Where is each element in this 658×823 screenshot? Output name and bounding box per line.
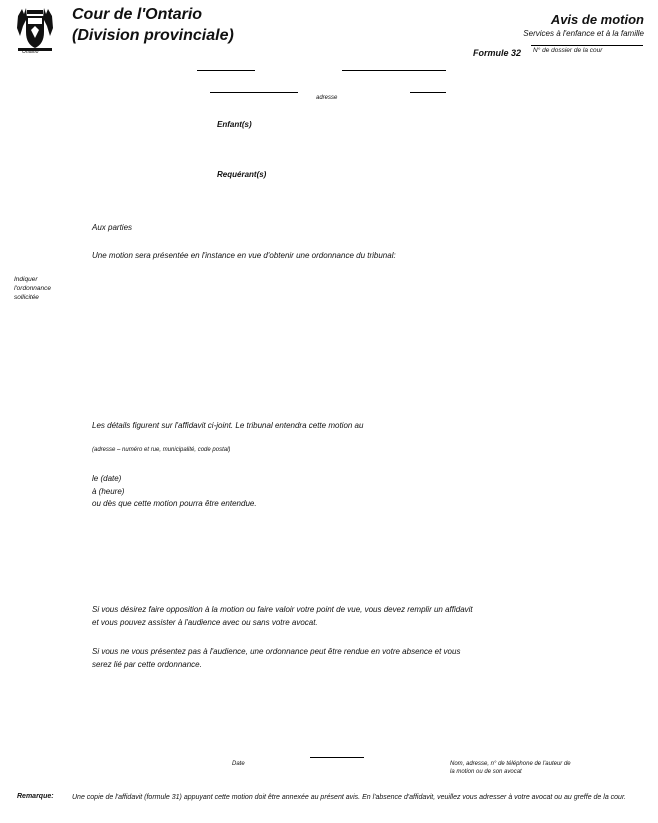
to-parties-text: Aux parties	[92, 223, 133, 232]
address-label: adresse	[316, 95, 338, 101]
absence-text-2: serez lié par cette ordonnance.	[92, 660, 202, 669]
details-text: Les détails figurent sur l'affidavit ci-joint. Le tribunal entendra cette motion au	[92, 421, 364, 430]
applicant-label: Requérant(s)	[217, 170, 267, 179]
date-label: Date	[232, 761, 245, 767]
author-label-2: la motion ou de son avocat	[450, 769, 522, 775]
remark-label: Remarque:	[17, 793, 54, 800]
party-line-1[interactable]	[197, 70, 255, 71]
form-number: Formule 32	[473, 48, 522, 58]
margin-note-order-sought: Indiquer l'ordonnance sollicitée	[14, 276, 52, 301]
child-label: Enfant(s)	[217, 120, 252, 129]
party-line-3[interactable]	[210, 92, 298, 93]
file-number-line	[531, 45, 643, 46]
date-signature-line[interactable]	[310, 757, 364, 758]
court-name-line1: Cour de l'Ontario	[72, 6, 203, 23]
file-number-label: N° de dossier de la cour	[533, 47, 603, 54]
party-line-4[interactable]	[410, 92, 446, 93]
form-subtitle: Services à l'enfance et à la famille	[523, 29, 644, 38]
absence-text-1: Si vous ne vous présentez pas à l'audience, une ordonnance peut être rendue en votre absence et vous	[92, 647, 461, 656]
motion-intro-text: Une motion sera présentée en l'instance en vue d'obtenir une ordonnance du tribunal:	[92, 251, 396, 260]
date-line: le (date)	[92, 474, 122, 483]
address-hint: (adresse – numéro et rue, municipalité, code postal)	[92, 447, 231, 453]
party-line-2[interactable]	[342, 70, 446, 71]
court-name-line2: (Division provinciale)	[72, 27, 234, 44]
asap-line: ou dès que cette motion pourra être entendue.	[92, 499, 257, 508]
author-label-1: Nom, adresse, n° de téléphone de l'auteur de	[450, 761, 571, 767]
ontario-coat-of-arms-logo	[12, 6, 58, 54]
hour-line: à (heure)	[92, 487, 125, 496]
opposition-text-1: Si vous désirez faire opposition à la motion ou faire valoir votre point de vue, vous devez remplir un affidavit	[92, 605, 473, 614]
remark-text: Une copie de l'affidavit (formule 31) appuyant cette motion doit être annexée au présent avis. En l'absence d'affidavit, veuillez vous adresser à votre avocat ou au greffe de la cour.	[72, 794, 626, 801]
logo-caption: Ontario	[22, 49, 39, 55]
opposition-text-2: et vous pouvez assister à l'audience avec ou sans votre avocat.	[92, 618, 318, 627]
form-title: Avis de motion	[550, 12, 644, 27]
